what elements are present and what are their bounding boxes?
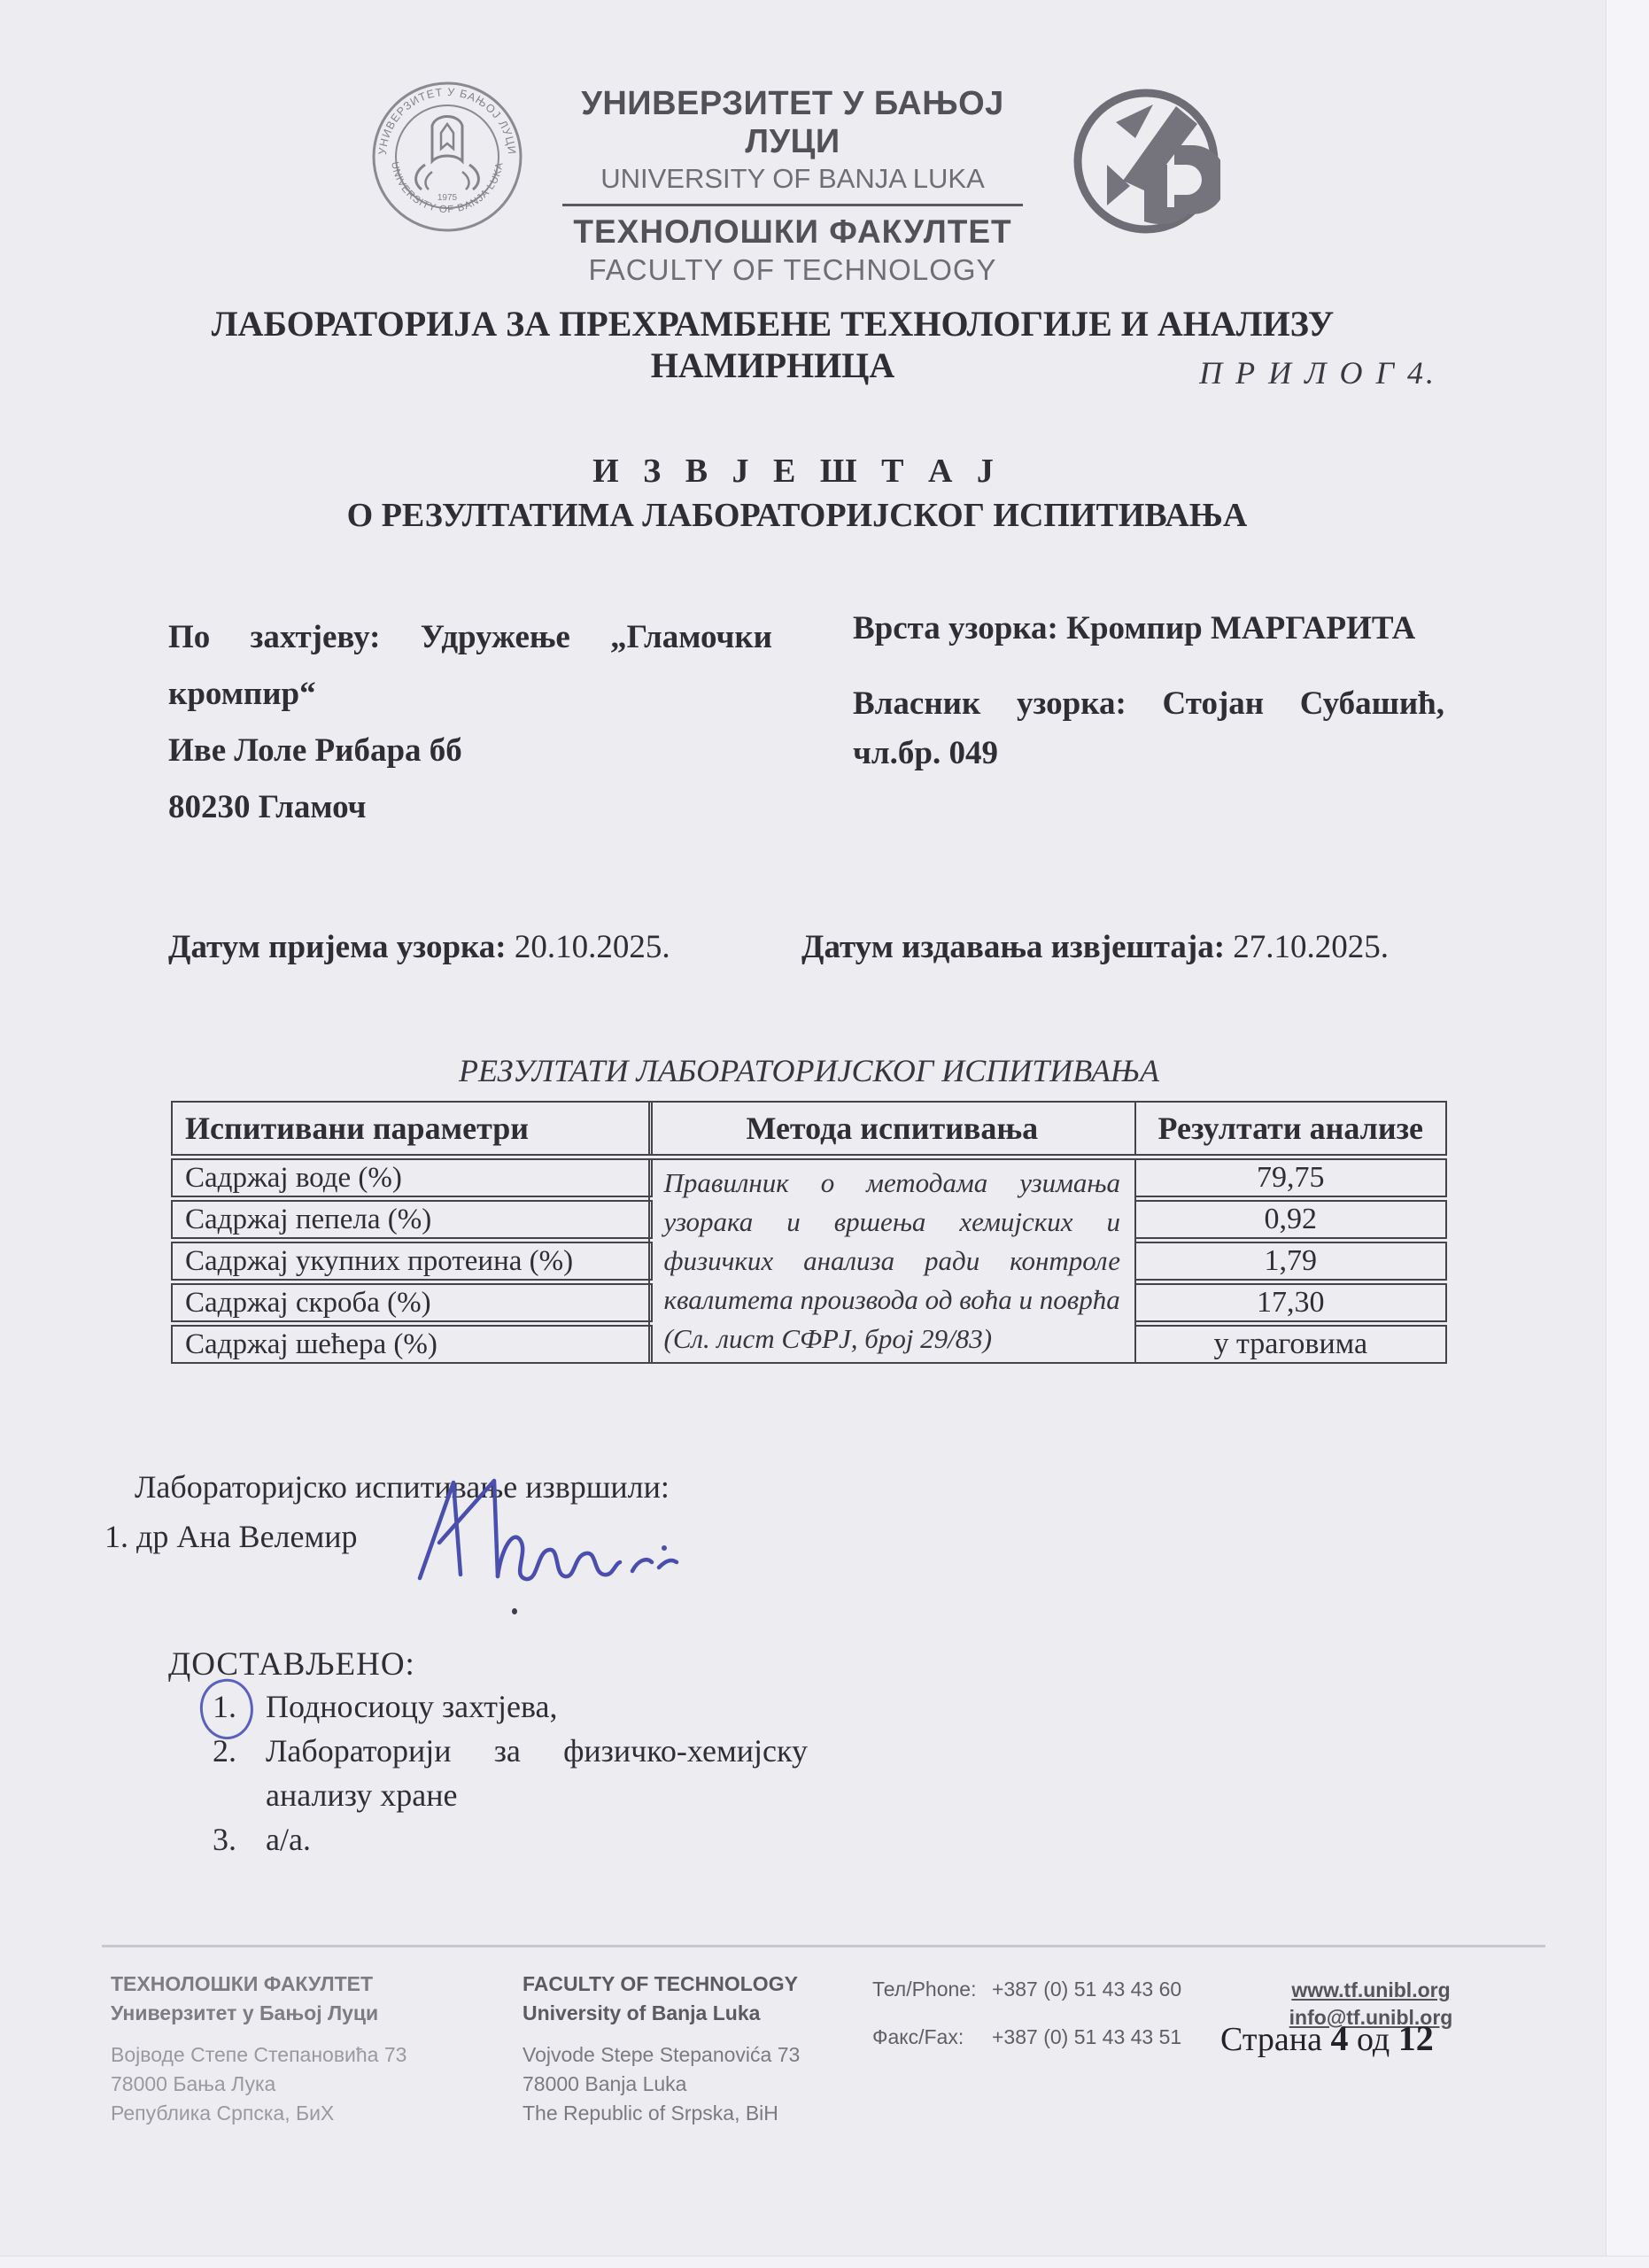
- page-prefix: Страна: [1220, 2021, 1322, 2058]
- faculty-tf-logo-icon: [1072, 87, 1220, 236]
- page-total: 12: [1397, 2018, 1434, 2058]
- header-text-block: [530, 85, 1056, 287]
- signature-image: [409, 1472, 684, 1605]
- faculty-name-latin: FACULTY OF TECHNOLOGY: [588, 253, 997, 286]
- table-row-result: 17,30: [1134, 1283, 1448, 1322]
- sample-owner: [853, 679, 1444, 778]
- report-title-line2: О РЕЗУЛТАТИМА ЛАБОРАТОРИЈСКОГ ИСПИТИВАЊА: [346, 497, 1248, 534]
- footer-street-lat: Vojvode Stepe Stepanovića 73: [523, 2043, 801, 2066]
- results-section-title: РЕЗУЛТАТИ ЛАБОРАТОРИЈСКОГ ИСПИТИВАЊА: [459, 1053, 1159, 1088]
- table-row-result: у траговима: [1134, 1325, 1448, 1364]
- requester-city: 80230 Гламоч: [168, 789, 367, 825]
- scan-edge-right: [1606, 0, 1649, 2267]
- phone-value: +387 (0) 51 43 43 60: [992, 1978, 1182, 2001]
- faculty-name-cyrillic: ТЕХНОЛОШКИ ФАКУЛТЕТ: [573, 213, 1012, 250]
- sample-info-block: [853, 609, 1444, 778]
- date-issued-value: 27.10.2025.: [1233, 929, 1390, 965]
- seal-top-text: УНИВЕРЗИТЕТ У БАЊОЈ ЛУЦИ: [375, 85, 519, 156]
- owner-name: Власник узорка: Стојан Субашић,: [853, 685, 1444, 722]
- date-issued: [801, 928, 1439, 966]
- footer-faculty-lat: FACULTY OF TECHNOLOGY: [523, 1972, 798, 1995]
- footer-country-cyr: Република Српска, БиХ: [111, 2102, 335, 2125]
- delivered-item-text: а/а.: [266, 1822, 311, 1857]
- column-header-parameters: Испитивани параметри: [171, 1101, 653, 1156]
- seal-year: 1975: [437, 193, 458, 203]
- footer-city-cyr: 78000 Бања Лука: [111, 2072, 276, 2095]
- requester-line: кромпир“: [168, 676, 316, 712]
- delivered-item-text: Лабораторији за физичко-хемијску: [266, 1733, 808, 1769]
- fax-label: Факс/Fax:: [872, 2025, 964, 2048]
- delivered-item-number: 3.: [213, 1822, 236, 1857]
- table-row-parameter: Садржај пепела (%): [171, 1200, 653, 1239]
- university-name-cyrillic: УНИВЕРЗИТЕТ У БАЊОЈ ЛУЦИ: [581, 85, 1004, 160]
- email-link: info@tf.unibl.org: [1289, 2006, 1453, 2029]
- footer-address-cyrillic: [111, 1970, 483, 2128]
- date-received: [168, 928, 788, 966]
- table-row-result: 0,92: [1134, 1200, 1448, 1239]
- lab-title: ЛАБОРАТОРИЈА ЗА ПРЕХРАМБЕНЕ ТЕХНОЛОГИЈЕ И АНАЛИЗУ НАМИРНИЦА: [211, 304, 1335, 385]
- footer-city-lat: 78000 Banja Luka: [523, 2072, 687, 2095]
- performed-heading: Лабораторијско испитивање извршили:: [135, 1469, 670, 1505]
- table-row-parameter: Садржај укупних протеина (%): [171, 1242, 653, 1281]
- footer-country-lat: The Republic of Srpska, BiH: [523, 2102, 778, 2125]
- page-current: 4: [1330, 2018, 1349, 2058]
- report-title-line1: И З В Ј Е Ш Т А Ј: [592, 453, 1002, 490]
- column-header-results: Резултати анализе: [1134, 1101, 1448, 1156]
- results-table: [171, 1101, 1447, 1364]
- seal-bottom-text: UNIVERSITY OF BANJA LUKA: [389, 160, 506, 216]
- page-number: [1220, 2017, 1459, 2059]
- page-separator: од: [1356, 2021, 1390, 2058]
- table-row-result: 1,79: [1134, 1242, 1448, 1281]
- column-header-method: Метода испитивања: [648, 1101, 1137, 1156]
- delivered-item-text: анализу хране: [266, 1777, 458, 1813]
- method-line: (Сл. лист СФРЈ, број 29/83): [663, 1323, 993, 1354]
- date-received-value: 20.10.2025.: [514, 929, 670, 965]
- footer-divider: [102, 1945, 1545, 1947]
- method-line: Правилник о методама узимања: [663, 1167, 1120, 1198]
- table-row-parameter: Садржај шећера (%): [171, 1325, 653, 1364]
- date-issued-label: Датум издавања извјештаја:: [801, 929, 1226, 965]
- requester-line: По захтјеву: Удружење „Гламочки: [168, 619, 772, 655]
- fax-value: +387 (0) 51 43 43 51: [992, 2025, 1182, 2048]
- table-row-parameter: Садржај воде (%): [171, 1158, 653, 1197]
- footer-street-cyr: Војводе Степе Степановића 73: [111, 2043, 407, 2066]
- analyst-name: 1. др Ана Велемир: [105, 1519, 358, 1554]
- footer-university-lat: University of Banja Luka: [523, 2001, 761, 2024]
- footer-faculty-cyr: ТЕХНОЛОШКИ ФАКУЛТЕТ: [111, 1972, 374, 1995]
- method-line: квалитета производа од воћа и поврћа: [663, 1284, 1120, 1315]
- footer-address-latin: [523, 1970, 894, 2128]
- delivered-heading: ДОСТАВЉЕНО:: [168, 1646, 415, 1683]
- delivered-item-text: Подносиоцу захтјева,: [266, 1689, 558, 1724]
- university-name-latin: UNIVERSITY OF BANJA LUKA: [600, 163, 985, 194]
- owner-member-number: чл.бр. 049: [853, 735, 998, 771]
- delivered-item-number: 1.: [213, 1689, 236, 1724]
- table-method-cell: [648, 1158, 1137, 1364]
- method-line: физичких анализа ради контроле: [663, 1245, 1120, 1276]
- table-row-result: 79,75: [1134, 1158, 1448, 1197]
- date-received-label: Датум пријема узорка:: [168, 929, 507, 965]
- method-line: узорака и вршења хемијских и: [663, 1206, 1120, 1237]
- delivered-item-number: 2.: [213, 1733, 236, 1769]
- annex-label: П Р И Л О Г 4.: [1199, 355, 1436, 391]
- footer-university-cyr: Универзитет у Бањој Луци: [111, 2001, 379, 2024]
- table-row-parameter: Садржај скроба (%): [171, 1283, 653, 1322]
- website-link: www.tf.unibl.org: [1291, 1978, 1451, 2001]
- footer-contacts: [872, 1975, 1253, 2071]
- phone-label: Тел/Phone:: [872, 1978, 977, 2001]
- university-seal-icon: [370, 80, 524, 234]
- requester-block: [168, 609, 772, 836]
- ink-dot: [512, 1608, 517, 1614]
- header-divider: [562, 204, 1023, 206]
- requester-address: Иве Лоле Рибара бб: [168, 732, 462, 769]
- scan-edge-bottom: [0, 2256, 1649, 2268]
- svg-text:UNIVERSITY OF BANJA LUKA: [389, 161, 506, 215]
- sample-type: Врста узорка: Кромпир МАРГАРИТА: [853, 610, 1416, 646]
